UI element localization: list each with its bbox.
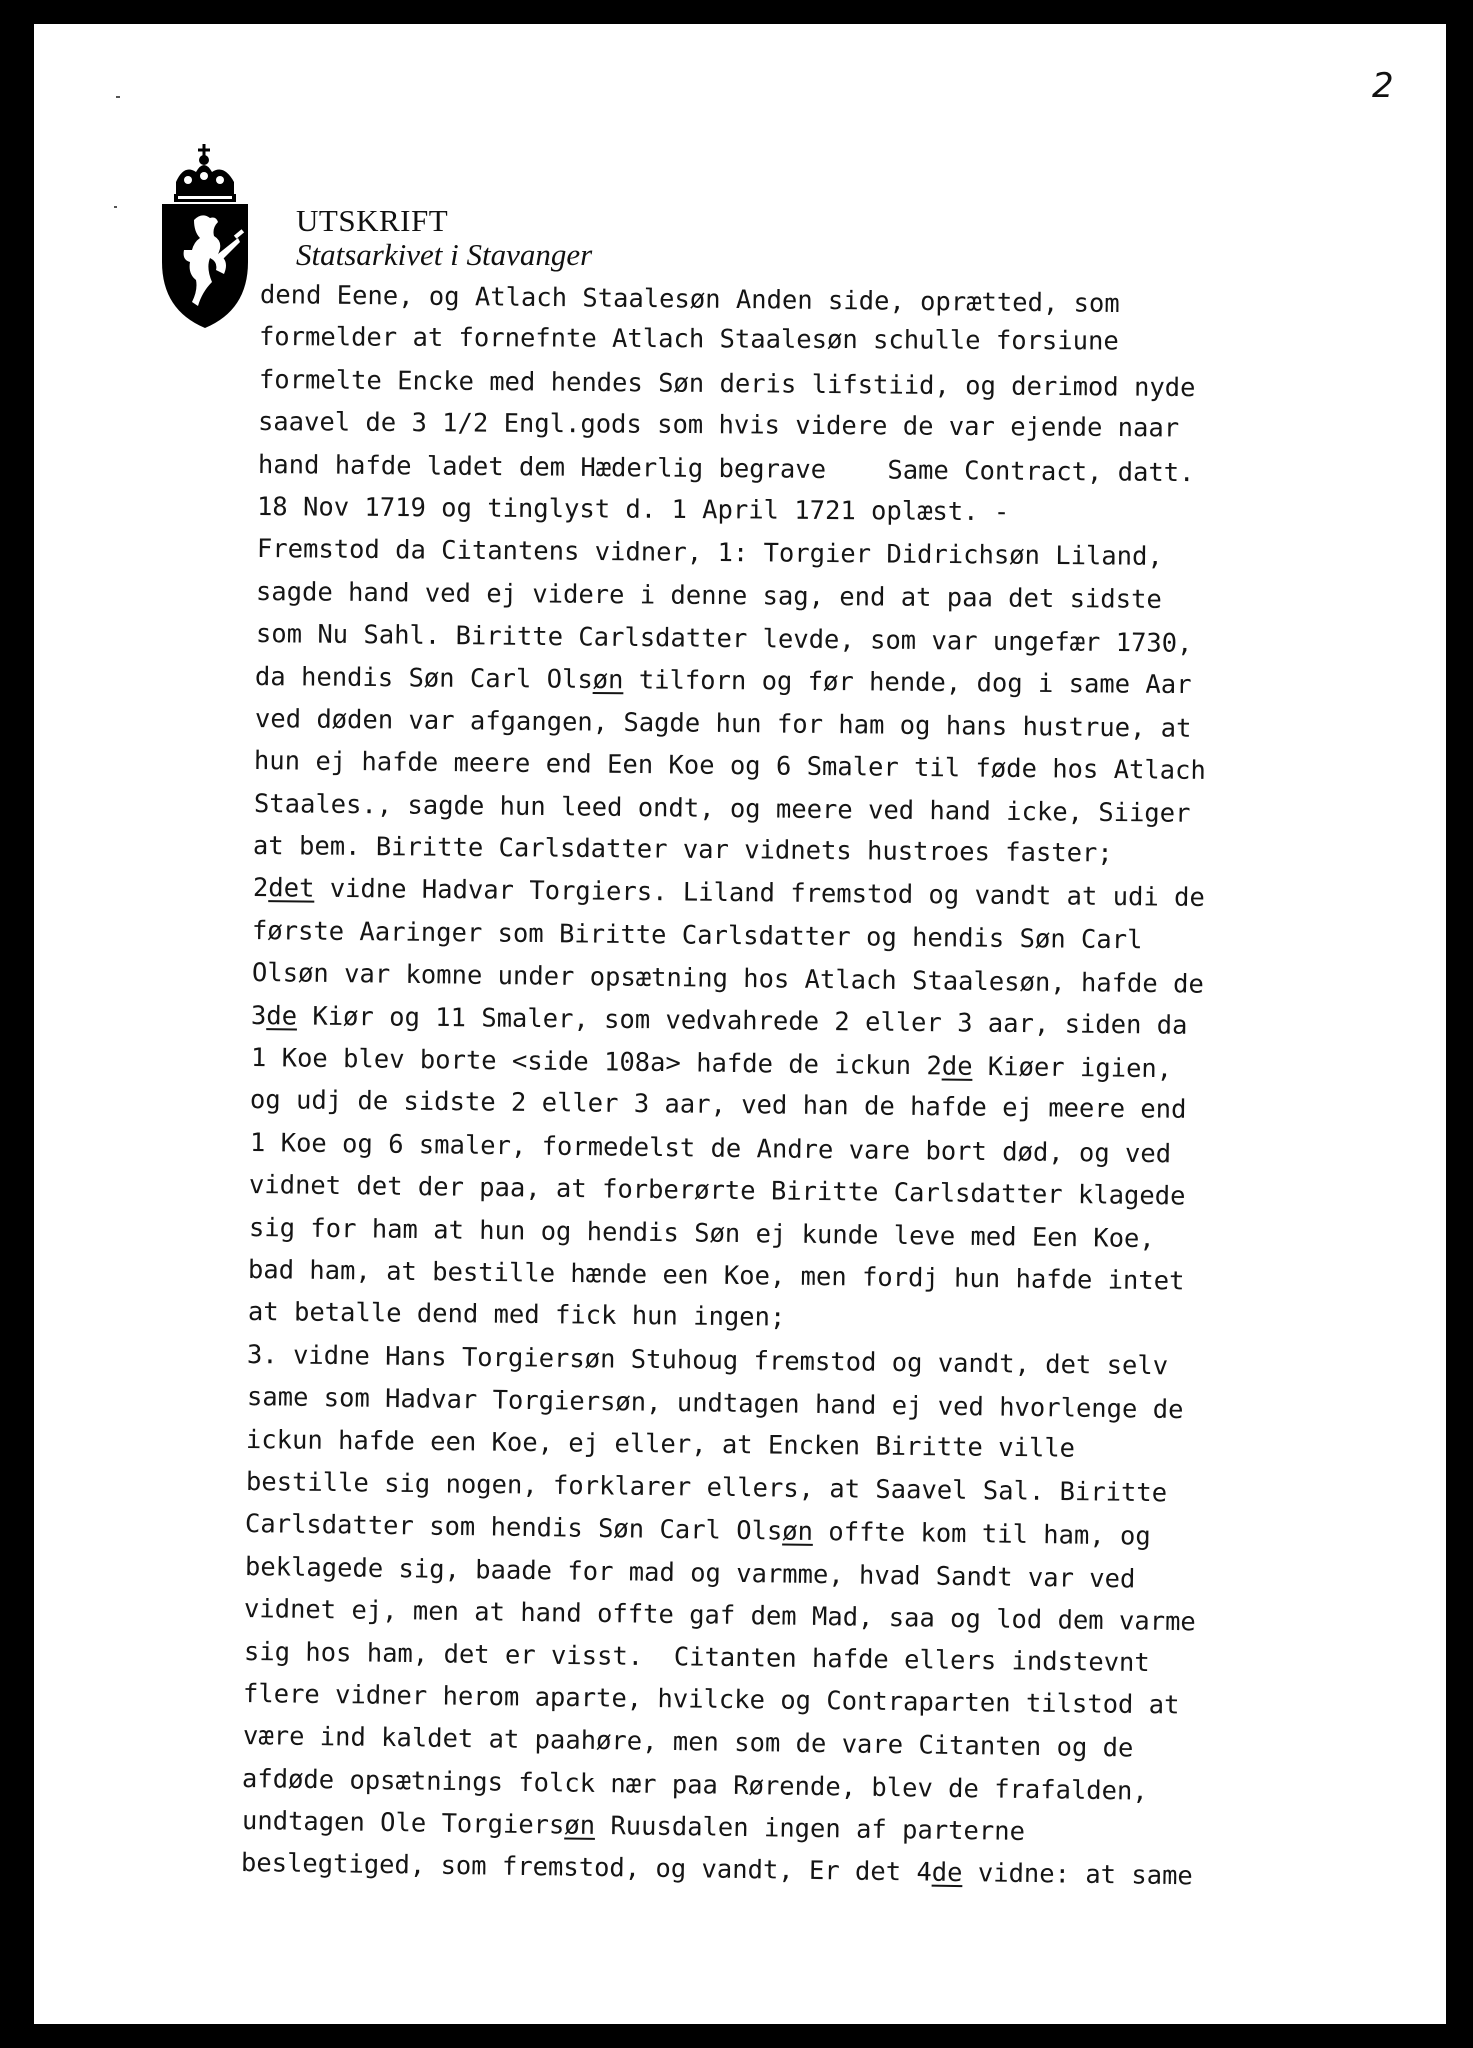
underlined-text: øn [564, 1810, 596, 1841]
transcript-body [240, 274, 1380, 1892]
text-segment: Olsøn var komne under opsætning hos Atlach Staalesøn, hafde de [251, 958, 1204, 1000]
underlined-text: øn [782, 1516, 814, 1548]
underlined-text: de [266, 1000, 298, 1032]
text-segment: og udj de sidste 2 eller 3 aar, ved han de hafde ej meere end [249, 1085, 1187, 1126]
text-segment: same som Hadvar Torgiersøn, undtagen hand ej ved hvorlenge de [246, 1382, 1184, 1426]
text-segment: formelte Encke med hendes Søn deris lifstiid, og derimod nyde [258, 364, 1196, 403]
text-segment: 3 [250, 1000, 267, 1031]
text-segment: hun ej hafde meere end Een Koe og 6 Smaler til føde hos Atlach [253, 746, 1206, 787]
text-segment: vidnet ej, men at hand offte gaf dem Mad, saa og lod dem varme [243, 1594, 1196, 1638]
text-segment: være ind kaldet at paahøre, men som de vare Citanten og de [242, 1721, 1134, 1764]
underlined-text: de [941, 1051, 973, 1082]
text-segment: 18 Nov 1719 og tinglyst d. 1 April 1721 oplæst. - [256, 491, 1010, 528]
text-segment: afdøde opsætnings folck nær paa Rørende, blev de frafalden, [241, 1763, 1148, 1807]
text-segment: 1 Koe og 6 smaler, formedelst de Andre vare bort død, og ved [249, 1127, 1172, 1170]
text-segment: ickun hafde een Koe, ej eller, at Encken Biritte ville [245, 1424, 1076, 1464]
scan-speck [116, 96, 120, 98]
text-segment: sagde hand ved ej videre i denne sag, end at paa det sidste [255, 576, 1162, 615]
text-segment: sig hos ham, det er visst. Citanten hafde ellers indstevnt [243, 1636, 1150, 1678]
text-segment: Kiør og 11 Smaler, som vedvahrede 2 eller 3 aar, siden da [296, 1001, 1188, 1041]
text-segment: at betalle dend med fick hun ingen; [247, 1297, 786, 1334]
norwegian-coat-of-arms-icon [154, 142, 256, 332]
text-segment: at bem. Biritte Carlsdatter var vidnets hustroes faster; [252, 831, 1113, 869]
text-segment: Fremstod da Citantens vidner, 1: Torgier Didrichsøn Liland, [256, 534, 1163, 573]
document-page [34, 24, 1446, 2024]
text-segment: Ruusdalen ingen af parterne [594, 1810, 1026, 1847]
text-segment: Staales., sagde hun leed ondt, og meere ved hand icke, Siiger [253, 788, 1191, 829]
text-segment: vidne Hadvar Torgiers. Liland fremstod og vandt at udi de [314, 874, 1205, 914]
text-segment: tilforn og før hende, dog i same Aar [623, 664, 1192, 700]
text-segment: Kiøer igien, [972, 1051, 1173, 1085]
text-segment: første Aaringer som Biritte Carlsdatter og hendis Søn Carl [251, 915, 1143, 956]
text-segment: beklagede sig, baade for mad og varmme, hvad Sandt var ved [244, 1551, 1136, 1595]
text-segment: formelder at fornefnte Atlach Staalesøn schulle forsiune [258, 322, 1119, 357]
text-segment: sig for ham at hun og hendis Søn ej kunde leve med Een Koe, [248, 1212, 1155, 1254]
text-segment: beslegtiged, som fremstod, og vandt, Er det 4 [240, 1848, 933, 1889]
underlined-text: det [268, 873, 315, 905]
archive-name: Statsarkivet i Stavanger [296, 237, 593, 272]
text-line [259, 316, 1380, 364]
text-segment: hand hafde ladet dem Hæderlig begrave Same Contract, datt. [257, 449, 1195, 488]
text-segment: saavel de 3 1/2 Engl.gods som hvis videre de var ejende naar [257, 407, 1180, 444]
text-segment: flere vidner herom aparte, hvilcke og Contraparten tilstod at [242, 1678, 1180, 1721]
text-segment: som Nu Sahl. Biritte Carlsdatter levde, som var ungefær 1730, [255, 619, 1193, 659]
text-segment: 3. vidne Hans Torgiersøn Stuhoug fremstod og vandt, det selv [246, 1339, 1169, 1382]
underlined-text: de [931, 1858, 963, 1889]
text-segment: Carlsdatter som hendis Søn Carl Ols [244, 1509, 783, 1547]
text-segment: 1 Koe blev borte <side 108a> hafde de ickun 2 [250, 1043, 942, 1082]
header-label: UTSKRIFT [296, 203, 449, 238]
text-segment: bad ham, at bestille hænde een Koe, men fordj hun hafde intet [247, 1254, 1185, 1297]
text-segment: undtagen Ole Torgiers [241, 1806, 565, 1841]
text-segment: offte kom til ham, og [812, 1517, 1151, 1552]
text-segment: 2 [252, 873, 269, 904]
text-segment: vidnet det der paa, at forberørte Biritte Carlsdatter klagede [248, 1170, 1186, 1212]
text-segment: ved døden var afgangen, Sagde hun for ham og hans hustrue, at [254, 703, 1192, 744]
text-segment: bestille sig nogen, forklarer ellers, at Saavel Sal. Biritte [245, 1466, 1168, 1509]
text-line [258, 401, 1380, 451]
page-number: 2 [1372, 66, 1394, 106]
text-segment: da hendis Søn Carl Ols [254, 661, 593, 695]
archive-header [296, 204, 592, 272]
underlined-text: øn [592, 664, 624, 695]
text-segment: dend Eene, og Atlach Staalesøn Anden side, oprætted, som [259, 280, 1120, 320]
text-segment: vidne: at same [962, 1858, 1193, 1892]
scan-speck [114, 206, 117, 208]
